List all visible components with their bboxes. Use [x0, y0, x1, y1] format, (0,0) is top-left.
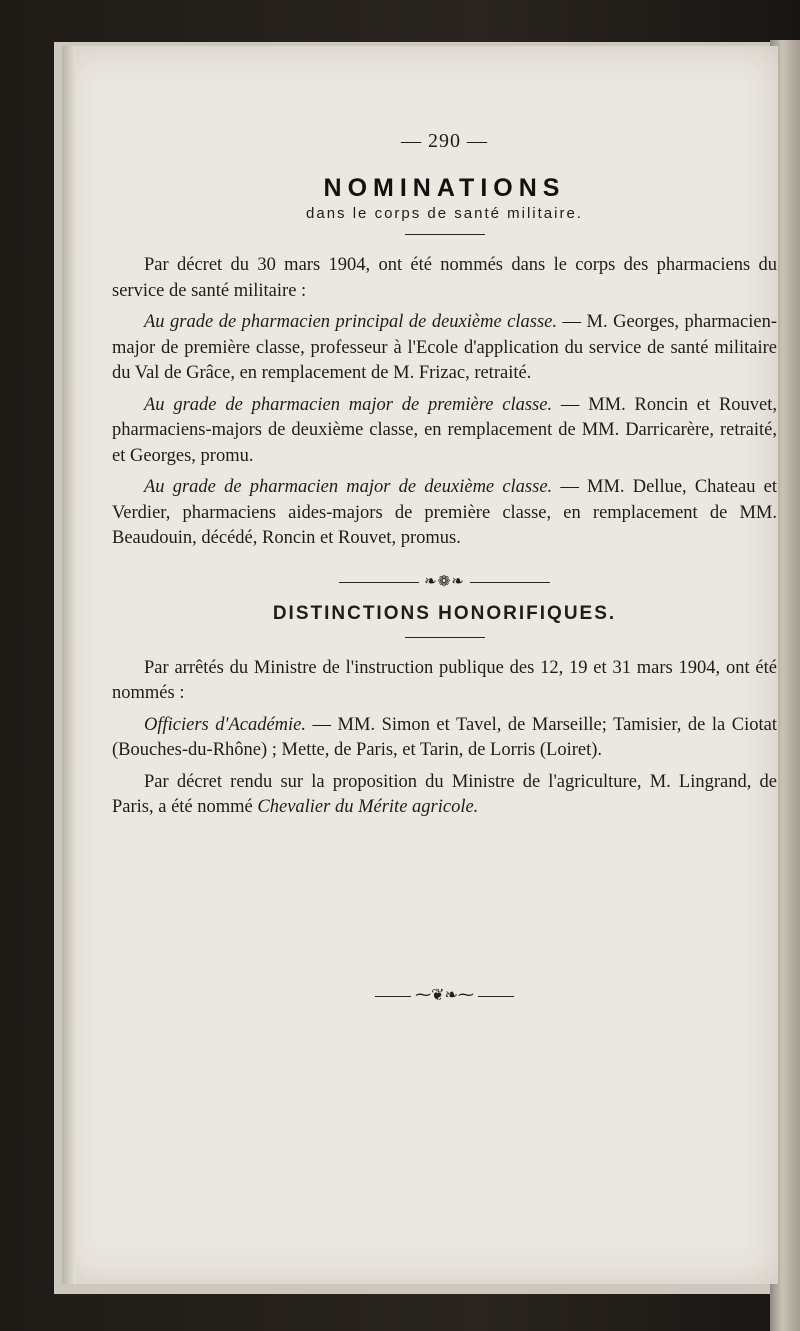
- divider-line: [339, 582, 419, 583]
- paragraph-text: — MM. Dellue, Chateau et Verdier, pharmaciens aides-majors de première classe, en remplacement de MM. Beaudouin, décédé, Roncin et Rouvet, promus.: [112, 477, 777, 548]
- paragraph-lead: Au grade de pharmacien major de deuxième classe.: [144, 477, 553, 497]
- section-title-distinctions: DISTINCTIONS HONORIFIQUES.: [272, 602, 617, 624]
- paragraph-text: — MM. Roncin et Rouvet, pharmaciens-majors de deuxième classe, en remplacement de MM. Darricarère, retraité, et Georges, promu.: [112, 394, 778, 466]
- paragraph-tail: Chevalier du Mérite agricole.: [257, 797, 479, 817]
- page-content: [112, 130, 777, 821]
- section-divider: [112, 572, 777, 591]
- paragraph-merite-agricole: [112, 770, 777, 821]
- paragraph-text: Par décret du 30 mars 1904, ont été nommés dans le corps des pharmaciens du service de santé militaire :: [112, 255, 777, 301]
- paragraph-lead: Officiers d'Académie.: [144, 714, 307, 735]
- paragraph-text: — M. Georges, pharmacien-major de première classe, professeur à l'Ecole d'application du service de santé militaire du Val de Grâce, en remplacement de M. Frizac, retraité.: [112, 312, 777, 383]
- page-number: — 290 —: [401, 130, 488, 152]
- paragraph-officiers: [112, 713, 777, 764]
- ornament-glyph: ⁓❦❧⁓: [415, 987, 474, 1004]
- paragraph-text: Par décret rendu sur la proposition du Ministre de l'agriculture, M. Lingrand, de Paris, a été nommé: [112, 771, 777, 817]
- paragraph-major-2nd-class: [112, 475, 777, 552]
- divider-ornament: ❧❁❧: [424, 573, 465, 590]
- paragraph-text: Par arrêtés du Ministre de l'instruction publique des 12, 19 et 31 mars 1904, ont été nommés :: [112, 657, 777, 703]
- paragraph-principal-2nd-class: [112, 310, 777, 387]
- divider-line: [470, 582, 550, 583]
- title-rule: [405, 637, 485, 638]
- ornament-line: [375, 996, 411, 997]
- paragraph-major-1st-class: [112, 393, 777, 470]
- section-title-nominations: NOMINATIONS: [323, 174, 566, 202]
- title-rule: [405, 234, 485, 235]
- ornament-line: [478, 996, 514, 997]
- paragraph-text: — MM. Simon et Tavel, de Marseille; Tamisier, de la Ciotat (Bouches-du-Rhône) ; Mette, de Paris, et Tarin, de Lorris (Loiret).: [112, 714, 777, 760]
- paragraph-decree: [112, 253, 777, 304]
- section-subtitle: dans le corps de santé militaire.: [306, 205, 583, 222]
- paragraph-arretes: [112, 656, 777, 707]
- end-ornament: [112, 985, 777, 1005]
- paragraph-lead: Au grade de pharmacien major de première classe.: [144, 394, 553, 415]
- paragraph-lead: Au grade de pharmacien principal de deuxième classe.: [144, 312, 558, 332]
